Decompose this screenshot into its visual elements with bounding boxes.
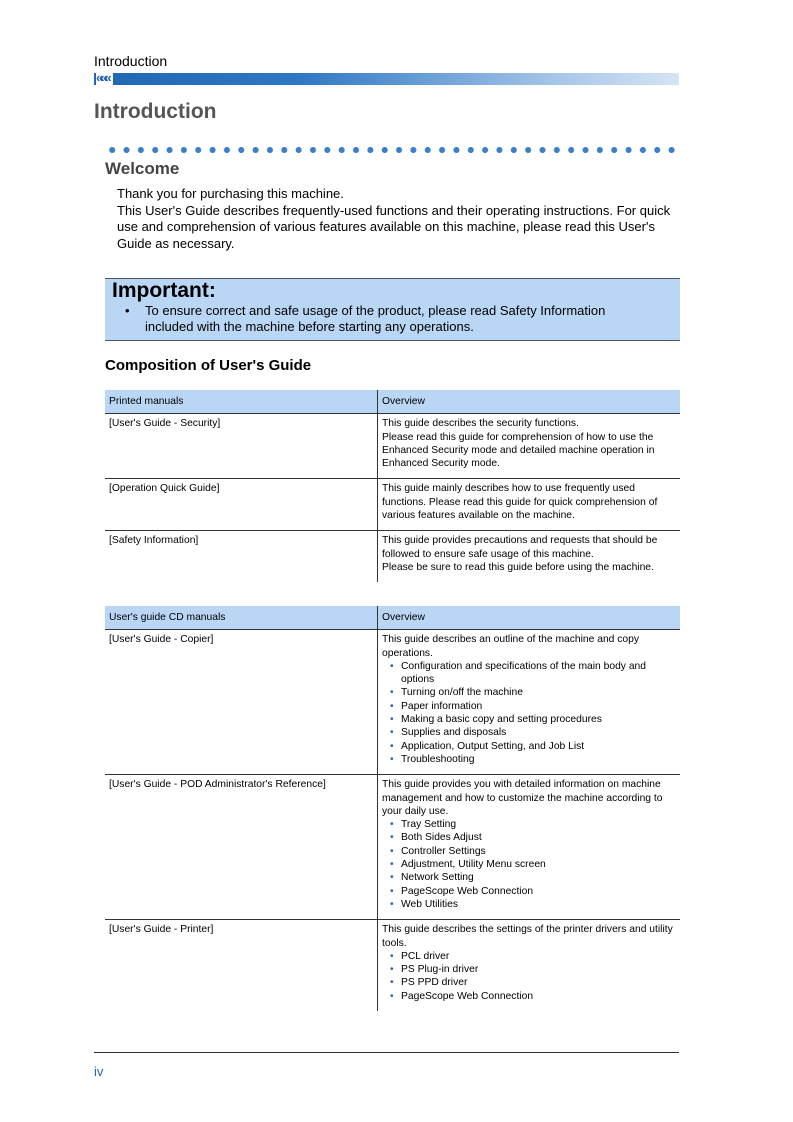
list-item: • Both Sides Adjust (390, 831, 676, 844)
list-item: • PS Plug-in driver (390, 963, 676, 976)
manual-name: [User's Guide - Security] (109, 418, 221, 430)
list-item: • Turning on/off the machine (390, 686, 676, 699)
header-bar (94, 70, 679, 85)
welcome-text (117, 186, 677, 252)
column-header-overview: Overview (378, 390, 681, 414)
manual-overview (378, 414, 681, 479)
overview-line: Please be sure to read this guide before using the machine. (382, 561, 654, 573)
list-item: • Supplies and disposals (390, 726, 676, 739)
manual-name: [Operation Quick Guide] (109, 483, 220, 495)
important-title: Important: (112, 279, 216, 302)
page-number: iv (94, 1064, 104, 1079)
welcome-paragraph-2: This User's Guide describes frequently-used functions and their operating instructions. For quick use and comprehension of various features available on this machine, please read this User's Guide as necessary. (117, 202, 671, 251)
manual-name: [User's Guide - Copier] (109, 634, 214, 646)
welcome-heading: Welcome (105, 159, 180, 178)
list-item: • Tray Setting (390, 818, 676, 831)
list-item: • Paper information (390, 700, 676, 713)
composition-title: Composition of User's Guide (105, 357, 312, 374)
list-item: • PageScope Web Connection (390, 990, 676, 1003)
overview-line: This guide provides precautions and requests that should be followed to ensure safe usage of this machine. (382, 535, 658, 560)
manual-name: [User's Guide - POD Administrator's Reference] (109, 779, 326, 791)
manual-overview (378, 531, 681, 582)
feature-list (382, 950, 676, 1003)
list-item: • Troubleshooting (390, 753, 676, 766)
column-header-manual: Printed manuals (105, 390, 378, 414)
welcome-paragraph-1: Thank you for purchasing this machine. (117, 186, 344, 201)
table-header-row (105, 606, 680, 630)
overview-intro: This guide provides you with detailed information on machine management and how to customize the machine according to your daily use. (382, 779, 663, 817)
list-item: • Application, Output Setting, and Job List (390, 740, 676, 753)
list-item: • PS PPD driver (390, 976, 676, 989)
bullet-icon: • (125, 303, 130, 318)
table-row (105, 775, 680, 920)
table-row (105, 531, 680, 582)
overview-intro: This guide describes an outline of the machine and copy operations. (382, 634, 640, 659)
important-text: To ensure correct and safe usage of the product, please read Safety Information included with the machine before starting any operations. (145, 303, 606, 334)
header-section-label: Introduction (94, 53, 168, 69)
footer-divider (94, 1052, 679, 1053)
table-row (105, 479, 680, 531)
overview-intro: This guide describes the settings of the printer drivers and utility tools. (382, 924, 673, 949)
table-row (105, 414, 680, 479)
feature-list (382, 818, 676, 911)
dotted-divider (105, 145, 680, 155)
important-item (125, 303, 655, 335)
table-row (105, 920, 680, 1011)
overview-line: This guide mainly describes how to use frequently used functions. Please read this guide for quick comprehension of various features available on the machine. (382, 483, 658, 522)
manual-overview (378, 630, 681, 775)
manual-name: [User's Guide - Printer] (109, 924, 214, 936)
manual-name: [Safety Information] (109, 535, 199, 547)
column-header-overview: Overview (378, 606, 681, 630)
table-row (105, 630, 680, 775)
list-item: • Making a basic copy and setting procedures (390, 713, 676, 726)
list-item: • Controller Settings (390, 845, 676, 858)
page-title: Introduction (94, 100, 217, 123)
manual-overview (378, 775, 681, 920)
list-item: • PCL driver (390, 950, 676, 963)
manual-overview (378, 920, 681, 1011)
list-item: • Web Utilities (390, 898, 676, 911)
manual-overview (378, 479, 681, 531)
chevron-left-icon: ««« (96, 70, 113, 86)
table-header-row (105, 390, 680, 414)
feature-list (382, 660, 676, 766)
important-box (105, 278, 680, 341)
overview-line: This guide describes the security functions. (382, 418, 579, 430)
list-item: • Network Setting (390, 871, 676, 884)
printed-manuals-table (105, 390, 680, 582)
list-item: • Configuration and specifications of the main body and options (390, 660, 676, 687)
column-header-manual: User's guide CD manuals (105, 606, 378, 630)
list-item: • Adjustment, Utility Menu screen (390, 858, 676, 871)
list-item: • PageScope Web Connection (390, 885, 676, 898)
cd-manuals-table (105, 606, 680, 1011)
overview-line: Please read this guide for comprehension of how to use the Enhanced Security mode and detailed machine operation in Enhanced Security mode. (382, 431, 655, 470)
